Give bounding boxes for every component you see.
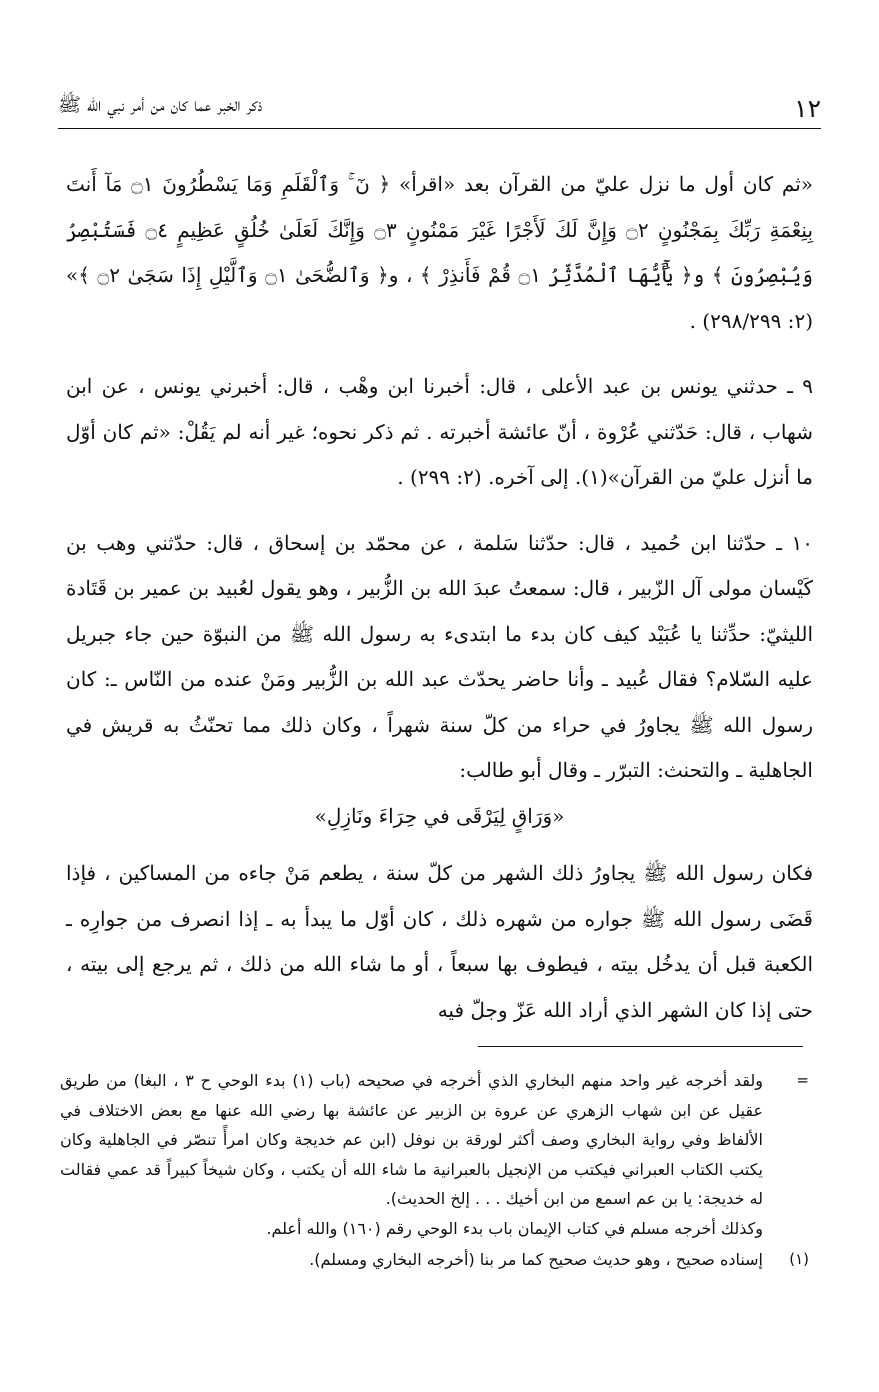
footnote-continuation-text-2: وكذلك أخرجه مسلم في كتاب الإيمان باب بدء الوحي رقم (١٦٠) والله أعلم. [266,1218,763,1238]
footnote-1 [60,1245,809,1275]
paragraph-hadith-10: ١٠ ـ حدّثنا ابن حُميد ، قال: حدّثنا سَلمة ، عن محمّد بن إسحاق ، قال: حدّثني وهب بن كَيْسان مولى آل الزّبير ، قال: سمعتُ عبدَ الله بن الزُّبير ، وهو يقول لعُبيد بن عمير بن قَتَادة الليثيّ: حدِّثنا يا عُبَيْد كيف كان بدء ما ابتدىء به رسول الله ﷺ من النبوّة حين جاء جبريل عليه السّلام؟ فقال عُبيد ـ وأنا حاضر يحدّث عبد الله بن الزُّبير ومَنْ عنده من النّاس ـ: كان رسول الله ﷺ يجاورُ في حراء من كلّ سنة شهراً ، وكان ذلك مما تحنّثُ به قريش في الجاهلية ـ والتحنث: التبرّر ـ وقال أبو طالب: [66,530,813,782]
footnote-continuation [60,1066,809,1243]
footnote-1-text: إسناده صحيح ، وهو حديث صحيح كما مر بنا (أخرجه البخاري ومسلم). [309,1250,763,1269]
paragraph-continuation: فكان رسول الله ﷺ يجاورُ ذلك الشهر من كلّ سنة ، يطعم مَنْ جاءه من المساكين ، فإذا قَضَى رسول الله ﷺ جواره من شهره ذلك ، كان أوّل ما يبدأ به ـ إذا انصرف من جوارِه ـ الكعبة قبل أن يدخُل بيته ، فيطوف بها سبعاً ، أو ما شاء الله من ذلك ، ثم يرجع إلى بيته ، حتى إذا كان الشهر الذي أراد الله عَزّ وجلّ فيه [66,861,813,1022]
poetry-verse: «وَرَاقٍ لِيَرْقَى في حِرَاءَ ونَازِلِ» [314,803,565,828]
page-header [58,92,821,129]
paragraph-quran-quote: «ثم كان أول ما نزل عليّ من القرآن بعد «اقرأ» ﴿ نٓ ۚ وَٱلْقَلَمِ وَمَا يَسْطُرُونَ ۝١ مَآ أَنتَ بِنِعْمَةِ رَبِّكَ بِمَجْنُونٍ ۝٢ وَإِنَّ لَكَ لَأَجْرًا غَيْرَ مَمْنُونٍ ۝٣ وَإِنَّكَ لَعَلَىٰ خُلُقٍ عَظِيمٍ ۝٤ فَسَتُبْصِرُ وَيُبْصِرُونَ ﴾ و﴿ يَٰٓأَيُّهَا ٱلْمُدَّثِّرُ ۝١ قُمْ فَأَنذِرْ ﴾ ، و﴿ وَٱلضُّحَىٰ ۝١ وَٱلَّيْلِ إِذَا سَجَىٰ ۝٢ ﴾» (٢: ٢٩٨/٢٩٩) . [66,172,814,333]
footnote-continuation-marker: = [796,1071,809,1089]
page-number: ١٢ [794,94,821,123]
footnotes [60,1066,809,1275]
paragraph-hadith-9: ٩ ـ حدثني يونس بن عبد الأعلى ، قال: أخبرنا ابن وهْب ، قال: أخبرني يونس ، عن ابن شهاب ، قال: حَدّثني عُرْوة ، أنّ عائشة أخبرته . ثم ذكر نحوه؛ غير أنه لم يَقُلْ: «ثم كان أوّل ما أنزل عليّ من القرآن»(١). إلى آخره. (٢: ٢٩٩) . [66,374,813,489]
footnote-1-marker: (١) [789,1250,809,1268]
main-text [66,162,813,1033]
footnote-continuation-text: ولقد أخرجه غير واحد منهم البخاري الذي أخرجه في صحيحه (باب (١) بدء الوحي ح ٣ ، البغا) من طريق عقيل عن ابن شهاب الزهري عن عروة بن الزبير عن عائشة بها رضي الله عنها مع بعض الاختلاف في الألفاظ وفي رواية البخاري وصف أكثر لورقة بن نوفل (ابن عم خديجة وكان امرأً تنصّر في الجاهلية وكان يكتب الكتاب العبراني فيكتب من الإنجيل بالعبرانية ما شاء الله أن يكتب ، وكان شيخاً كبيراً قد عمي فقالت له خديجة: يا بن عم اسمع من ابن أخيك . . . إلخ الحديث). [60,1071,764,1208]
footnote-separator [478,1046,803,1047]
running-title: ذكر الخبر عما كان من أمر نبي الله ﷺ [58,94,263,116]
